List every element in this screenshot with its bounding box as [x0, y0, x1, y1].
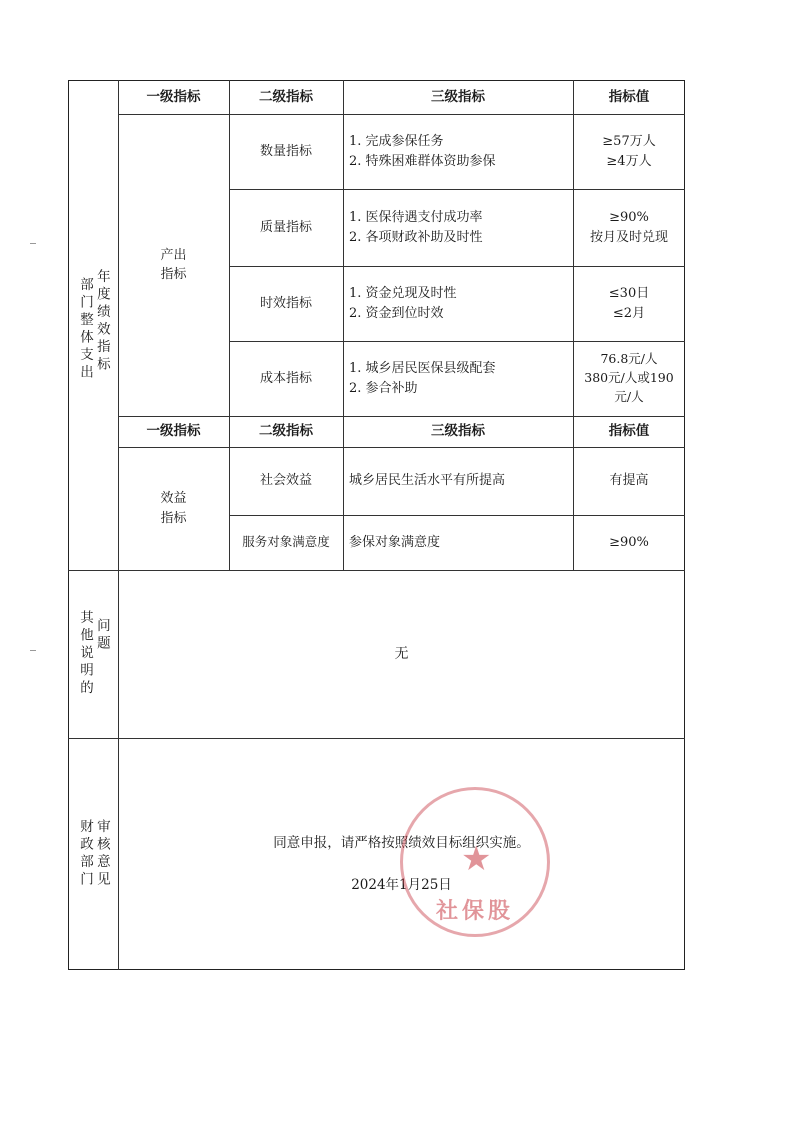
row-value: 有提高: [609, 473, 649, 489]
header-level1: 一级指标: [146, 88, 201, 105]
side-label-col: 部门整体支出: [77, 276, 93, 382]
row-value: ≥90%: [609, 534, 649, 550]
header-level3: 三级指标: [431, 423, 485, 440]
row-level2: 社会效益: [259, 473, 312, 489]
row-level2: 时效指标: [259, 295, 312, 311]
side-label-col: 财政部门: [77, 819, 93, 889]
side-label-col: 审核意见: [93, 819, 110, 889]
review-opinion: 同意申报，请严格按照绩效目标组织实施。: [273, 834, 530, 851]
side-label-other-notes: [68, 570, 118, 738]
margin-mark: [30, 243, 36, 244]
row-level3: 1. 资金兑现及时性 2. 资金到位时效: [349, 286, 457, 321]
header-value: 指标值: [608, 423, 650, 440]
row-value: ≥57万人 ≥4万人: [602, 134, 656, 169]
row-level3: 1. 城乡居民医保县级配套 2. 参合补助: [349, 361, 496, 396]
row-value: 76.8元/人 380元/人或190 元/人: [584, 351, 674, 404]
row-level3: 参保对象满意度: [349, 534, 441, 550]
benefit-indicator-group: 效益 指标: [160, 491, 187, 526]
output-indicator-group: 产出 指标: [160, 247, 187, 282]
row-level3: 1. 完成参保任务 2. 特殊困难群体资助参保: [349, 134, 496, 169]
row-level3: 1. 医保待遇支付成功率 2. 各项财政补助及时性: [349, 210, 483, 245]
side-label-col: 其他说明的: [77, 610, 93, 698]
side-label-performance: [68, 80, 118, 570]
header-level2: 二级指标: [259, 423, 313, 440]
row-level2: 数量指标: [259, 143, 312, 159]
review-date: 2024年1月25日: [351, 876, 452, 893]
row-value: ≤30日 ≤2月: [608, 286, 650, 321]
header-value: 指标值: [608, 88, 650, 105]
row-level3: 城乡居民生活水平有所提高: [349, 473, 506, 489]
grid-line: [68, 738, 685, 739]
header-level1: 一级指标: [146, 423, 201, 440]
star-icon: ★: [461, 839, 492, 879]
row-value: ≥90% 按月及时兑现: [589, 210, 668, 245]
side-label-finance-review: [68, 738, 118, 970]
side-label-col: 年度绩效指标: [93, 268, 110, 374]
row-level2: 服务对象满意度: [242, 534, 330, 550]
header-level2: 二级指标: [259, 88, 313, 105]
other-notes-content: 无: [394, 645, 409, 662]
header-level3: 三级指标: [431, 88, 485, 105]
row-level2: 质量指标: [259, 219, 312, 235]
seal-text: 社保股: [435, 898, 514, 924]
margin-mark: [30, 650, 36, 651]
side-label-col: 问题: [93, 618, 110, 654]
row-level2: 成本指标: [259, 370, 312, 386]
